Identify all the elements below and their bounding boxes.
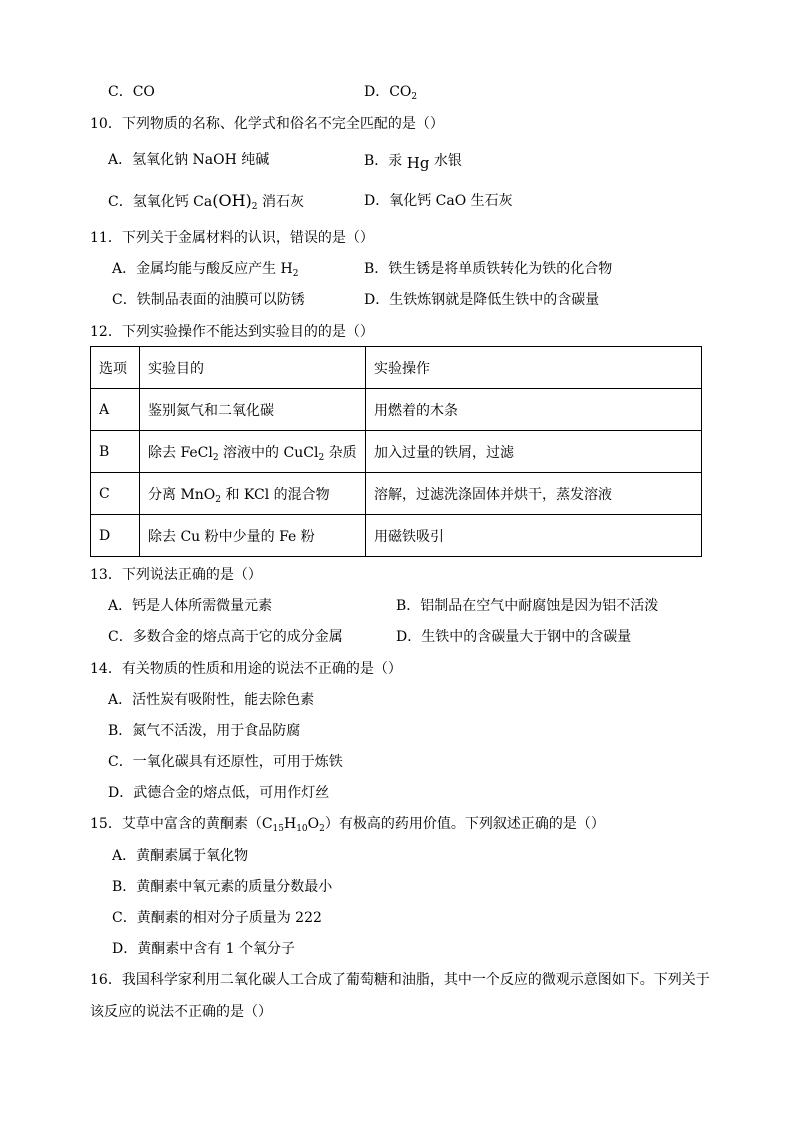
- table-row: [91, 473, 702, 515]
- row-goal: 鉴别氮气和二氧化碳: [140, 389, 366, 431]
- q14-option-d: D．武德合金的熔点低，可用作灯丝: [108, 785, 330, 801]
- row-option: B: [91, 431, 140, 473]
- table-row: [91, 389, 702, 431]
- q10-option-a: A．氢氧化钠 NaOH 纯碱: [108, 152, 270, 168]
- q13-option-c: C．多数合金的熔点高于它的成分金属: [108, 629, 343, 645]
- header-option: 选项: [91, 347, 140, 389]
- q10-option-c: C．氢氧化钙 $Ca(OH)_2$ 消石灰: [108, 191, 304, 212]
- row-goal: 除去 Cu 粉中少量的 Fe 粉: [140, 515, 366, 557]
- table-row: [91, 515, 702, 557]
- q13-stem: 13．下列说法正确的是（）: [90, 567, 262, 583]
- experiment-table: [90, 346, 702, 557]
- q14-option-c: C．一氧化碳具有还原性，可用于炼铁: [108, 754, 343, 770]
- row-operation: 溶解，过滤洗涤固体并烘干，蒸发溶液: [366, 473, 702, 515]
- table-header-row: [91, 347, 702, 389]
- row-operation: 加入过量的铁屑，过滤: [366, 431, 702, 473]
- q11-option-d: D．生铁炼钢就是降低生铁中的含碳量: [364, 292, 600, 308]
- row-operation: 用燃着的木条: [366, 389, 702, 431]
- q15-stem: 15．艾草中富含的黄酮素$(C_{15}H_{10}O_2)$有极高的药用价值。下列叙述正确的是（）: [90, 816, 605, 834]
- row-option: A: [91, 389, 140, 431]
- q11-option-a: A．金属均能与酸反应产生 $H_2$: [112, 261, 299, 279]
- q15-option-b: B．黄酮素中氧元素的质量分数最小: [112, 879, 333, 895]
- q13-option-b: B．铝制品在空气中耐腐蚀是因为铝不活泼: [396, 598, 659, 614]
- q16-stem-line2: 该反应的说法不正确的是（）: [90, 1004, 272, 1020]
- row-goal: 分离 MnO$_2$ 和 KCl 的混合物: [140, 473, 366, 515]
- header-operation: 实验操作: [366, 347, 702, 389]
- q13-option-d: D．生铁中的含碳量大于钢中的含碳量: [396, 629, 632, 645]
- table-row: [91, 431, 702, 473]
- q9-option-d: D．$CO_2$: [364, 84, 418, 102]
- row-option: D: [91, 515, 140, 557]
- q12-stem: 12．下列实验操作不能达到实验目的的是（）: [90, 324, 374, 340]
- q13-option-a: A．钙是人体所需微量元素: [108, 598, 273, 614]
- row-goal: 除去 FeCl$_2$ 溶液中的 CuCl$_2$ 杂质: [140, 431, 366, 473]
- q15-option-c: C．黄酮素的相对分子质量为 222: [112, 910, 322, 926]
- q15-option-d: D．黄酮素中含有 1 个氧分子: [112, 941, 296, 957]
- q14-stem: 14．有关物质的性质和用途的说法不正确的是（）: [90, 661, 402, 677]
- row-option: C: [91, 473, 140, 515]
- q14-option-b: B．氮气不活泼，用于食品防腐: [108, 723, 301, 739]
- q14-option-a: A．活性炭有吸附性，能去除色素: [108, 692, 315, 708]
- q11-stem: 11．下列关于金属材料的认识，错误的是（）: [90, 230, 374, 246]
- q10-option-b: B．汞 Hg 水银: [364, 153, 462, 172]
- q10-option-d: D．氧化钙 CaO 生石灰: [364, 193, 513, 209]
- q11-option-c: C．铁制品表面的油膜可以防锈: [112, 292, 305, 308]
- q15-option-a: A．黄酮素属于氧化物: [112, 848, 249, 864]
- q9-option-c: C．CO: [108, 84, 155, 100]
- q11-option-b: B．铁生锈是将单质铁转化为铁的化合物: [364, 261, 613, 277]
- q10-stem: 10．下列物质的名称、化学式和俗名不完全匹配的是（）: [90, 116, 444, 132]
- q16-stem-line1: 16．我国科学家利用二氧化碳人工合成了葡萄糖和油脂，其中一个反应的微观示意图如下。下列关于: [90, 972, 710, 988]
- row-operation: 用磁铁吸引: [366, 515, 702, 557]
- header-goal: 实验目的: [140, 347, 366, 389]
